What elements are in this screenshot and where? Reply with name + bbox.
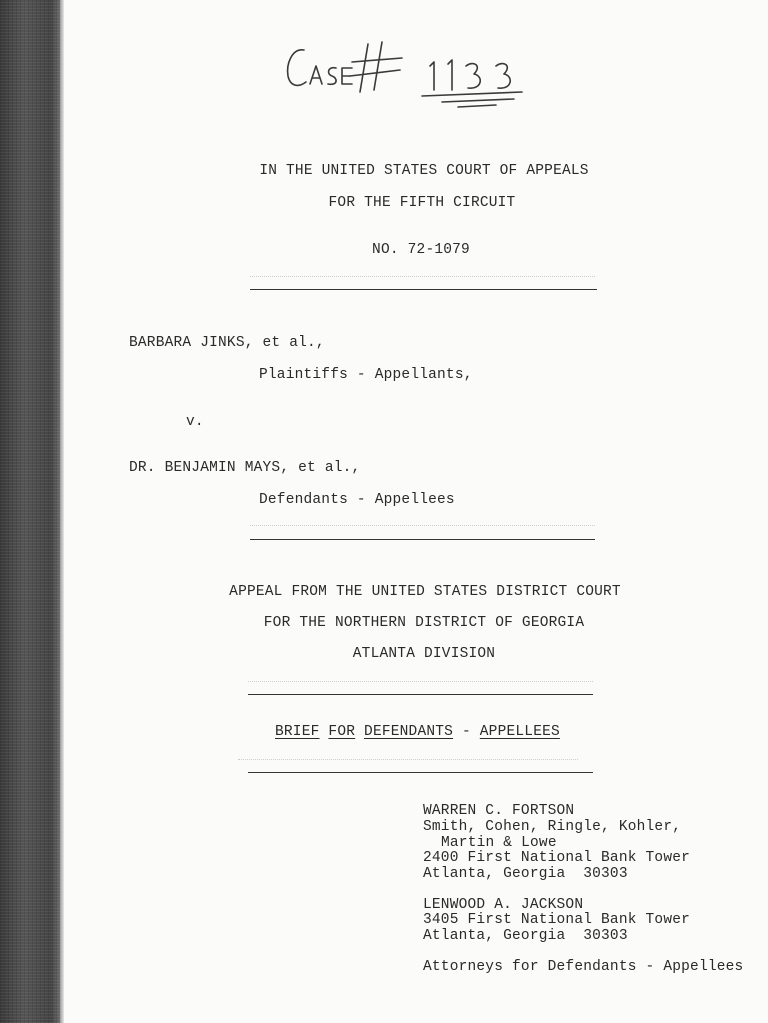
attorneys-role: Attorneys for Defendants - Appellees <box>423 959 744 975</box>
plaintiff-role: Plaintiffs - Appellants, <box>259 367 473 383</box>
binding-edge <box>60 0 64 1023</box>
court-title-line-2: FOR THE FIFTH CIRCUIT <box>328 195 516 211</box>
attorney-1-address-line-1: 2400 First National Bank Tower <box>423 850 691 866</box>
brief-title <box>275 724 560 740</box>
appeal-line-3: ATLANTA DIVISION <box>352 646 496 662</box>
dotted-guide <box>248 681 593 683</box>
defendant-name: DR. BENJAMIN MAYS, et al., <box>129 460 361 476</box>
brief-title-dash: - <box>461 724 471 740</box>
divider-rule <box>250 289 597 290</box>
attorney-2-address-line-2: Atlanta, Georgia 30303 <box>423 928 628 944</box>
attorney-1-name: WARREN C. FORTSON <box>423 803 575 819</box>
brief-title-word: FOR <box>328 724 356 740</box>
handwritten-case-number <box>282 36 542 116</box>
attorney-1-firm-line-2: Martin & Lowe <box>441 835 557 851</box>
defendant-role: Defendants - Appellees <box>259 492 455 508</box>
dotted-guide <box>250 276 595 278</box>
appeal-line-1: APPEAL FROM THE UNITED STATES DISTRICT COURT <box>229 584 621 600</box>
case-number: NO. 72-1079 <box>372 242 470 258</box>
divider-rule <box>248 694 593 695</box>
attorney-1-address-line-2: Atlanta, Georgia 30303 <box>423 866 628 882</box>
attorney-1-firm-line-1: Smith, Cohen, Ringle, Kohler, <box>423 819 682 835</box>
divider-rule <box>248 772 593 773</box>
brief-title-word: APPELLEES <box>479 724 560 740</box>
appeal-line-2: FOR THE NORTHERN DISTRICT OF GEORGIA <box>263 615 585 631</box>
dotted-guide <box>250 525 595 527</box>
attorney-2-name: LENWOOD A. JACKSON <box>423 897 584 913</box>
court-title-line-1: IN THE UNITED STATES COURT OF APPEALS <box>259 163 589 179</box>
plaintiff-name: BARBARA JINKS, et al., <box>129 335 325 351</box>
brief-title-word: DEFENDANTS <box>364 724 454 740</box>
versus: v. <box>186 414 204 430</box>
divider-rule <box>250 539 595 540</box>
brief-title-word: BRIEF <box>275 724 320 740</box>
dotted-guide <box>238 759 578 761</box>
binding-strip <box>0 0 60 1023</box>
attorney-2-address-line-1: 3405 First National Bank Tower <box>423 912 691 928</box>
